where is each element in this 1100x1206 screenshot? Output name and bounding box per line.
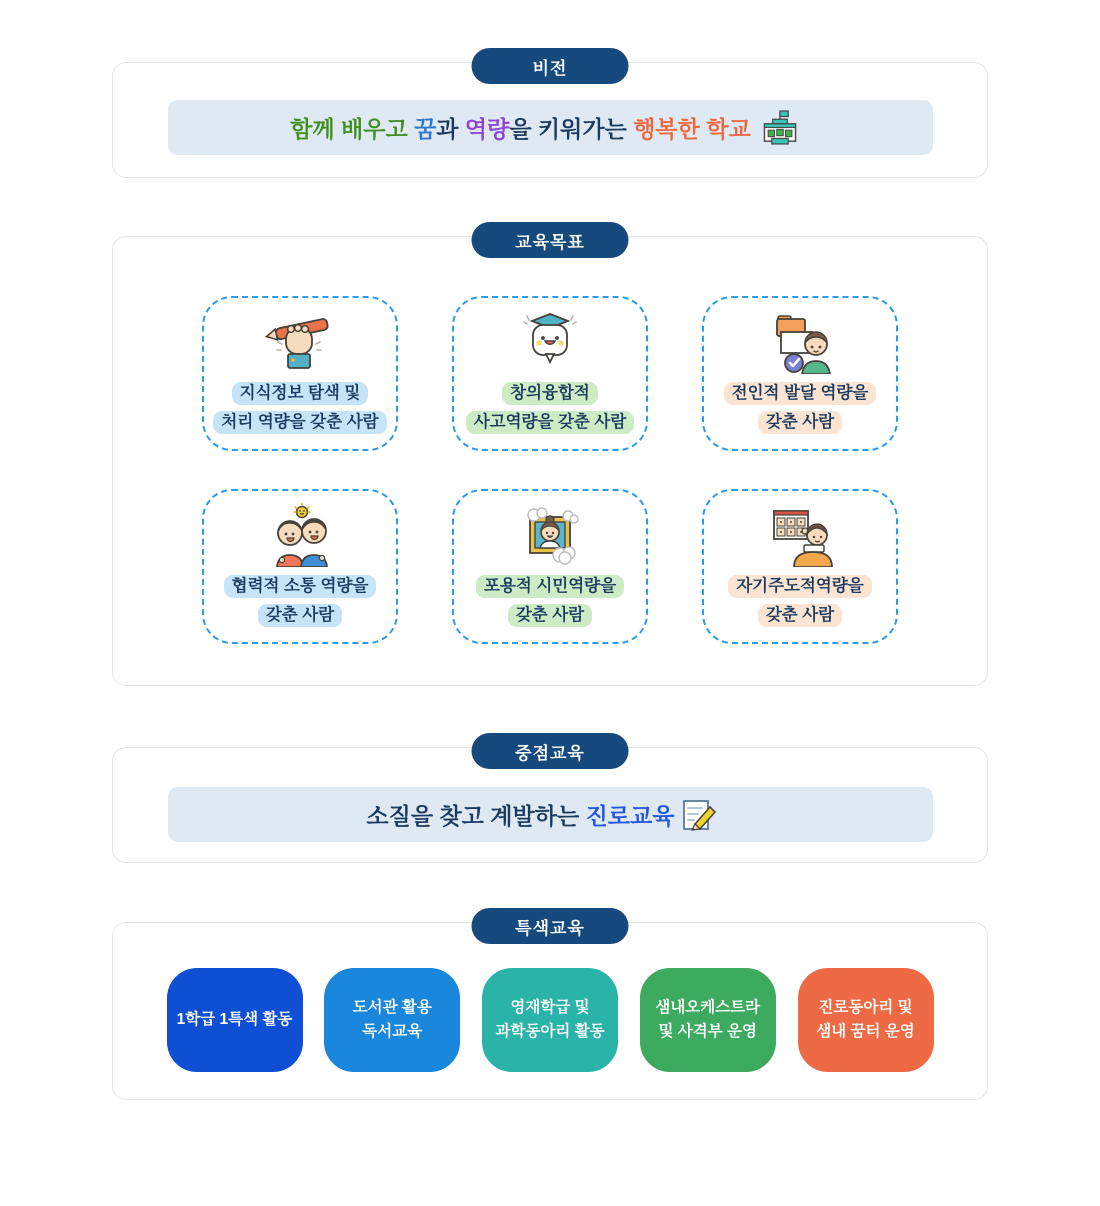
page [0,58,1100,1100]
goal-line: 지식정보 탐색 및 [232,382,369,405]
goal-line: 사고역량을 갖춘 사람 [466,411,635,434]
goals-section [112,232,988,686]
goal-card-cooperative [202,489,398,644]
goal-line: 협력적 소통 역량을 [224,575,377,598]
goals-grid [202,296,898,644]
special-section [112,918,988,1100]
goal-card-cooperative-text [224,575,377,627]
focus-section [112,743,988,863]
goal-line: 자기주도적역량을 [728,575,872,598]
goal-card-selfdirected-text [728,575,872,627]
portrait-with-clouds-icon [514,501,586,569]
graduate-speech-bubble-icon [514,308,586,376]
fist-holding-pencil-icon [264,308,336,376]
special-button-orchestra-shooting[interactable]: 샘내오케스트라 및 사격부 운영 [640,968,776,1072]
school-building-icon [759,55,810,200]
memo-pencil-icon [682,745,733,885]
goal-card-creative-text [466,382,635,434]
goal-card-holistic [702,296,898,451]
goal-card-inclusive-text [476,575,624,627]
goal-card-selfdirected [702,489,898,644]
goal-card-holistic-text [724,382,877,434]
vision-panel [168,100,933,155]
special-button-row [167,968,934,1072]
goals-badge: 교육목표 [472,222,629,258]
vision-text-seg4: 역량 [464,116,510,142]
focus-text: 소질을 찾고 계발하는 [366,803,586,829]
special-button-career-club[interactable]: 진로동아리 및 샘내 꿈터 운영 [798,968,934,1072]
focus-panel [168,787,933,842]
focus-badge: 중점교육 [472,733,629,769]
vision-text-seg5: 을 키워가는 [509,116,634,142]
special-button-gifted-science[interactable]: 영재학급 및 과학동아리 활동 [482,968,618,1072]
vision-text-seg3: 과 [436,116,465,142]
goal-line: 갖춘 사람 [258,604,342,627]
two-children-sun-icon [264,501,336,569]
special-button-library-reading[interactable]: 도서관 활용 독서교육 [324,968,460,1072]
goal-card-inclusive [452,489,648,644]
goal-line: 전인적 발달 역량을 [724,382,877,405]
goal-line: 창의융합적 [502,382,598,405]
special-badge: 특색교육 [472,908,629,944]
vision-badge: 비전 [472,48,629,84]
vision-section [112,58,988,178]
special-button-class-activity[interactable]: 1학급 1특색 활동 [167,968,303,1072]
goal-line: 갖춘 사람 [508,604,592,627]
goal-card-knowledge [202,296,398,451]
focus-keyword: 진로교육 [585,803,675,829]
goal-card-knowledge-text [213,382,386,434]
goal-card-creative [452,296,648,451]
student-desk-calendar-icon [764,501,836,569]
vision-text-seg1: 함께 배우고 [290,116,415,142]
vision-text-seg6: 행복한 학교 [633,116,751,142]
vision-text-seg2: 꿈 [414,116,437,142]
goal-line: 포용적 시민역량을 [476,575,624,598]
goal-line: 갖춘 사람 [758,411,842,434]
goal-line: 갖춘 사람 [758,604,842,627]
goal-line: 처리 역량을 갖춘 사람 [213,411,386,434]
person-with-folder-icon [764,308,836,376]
